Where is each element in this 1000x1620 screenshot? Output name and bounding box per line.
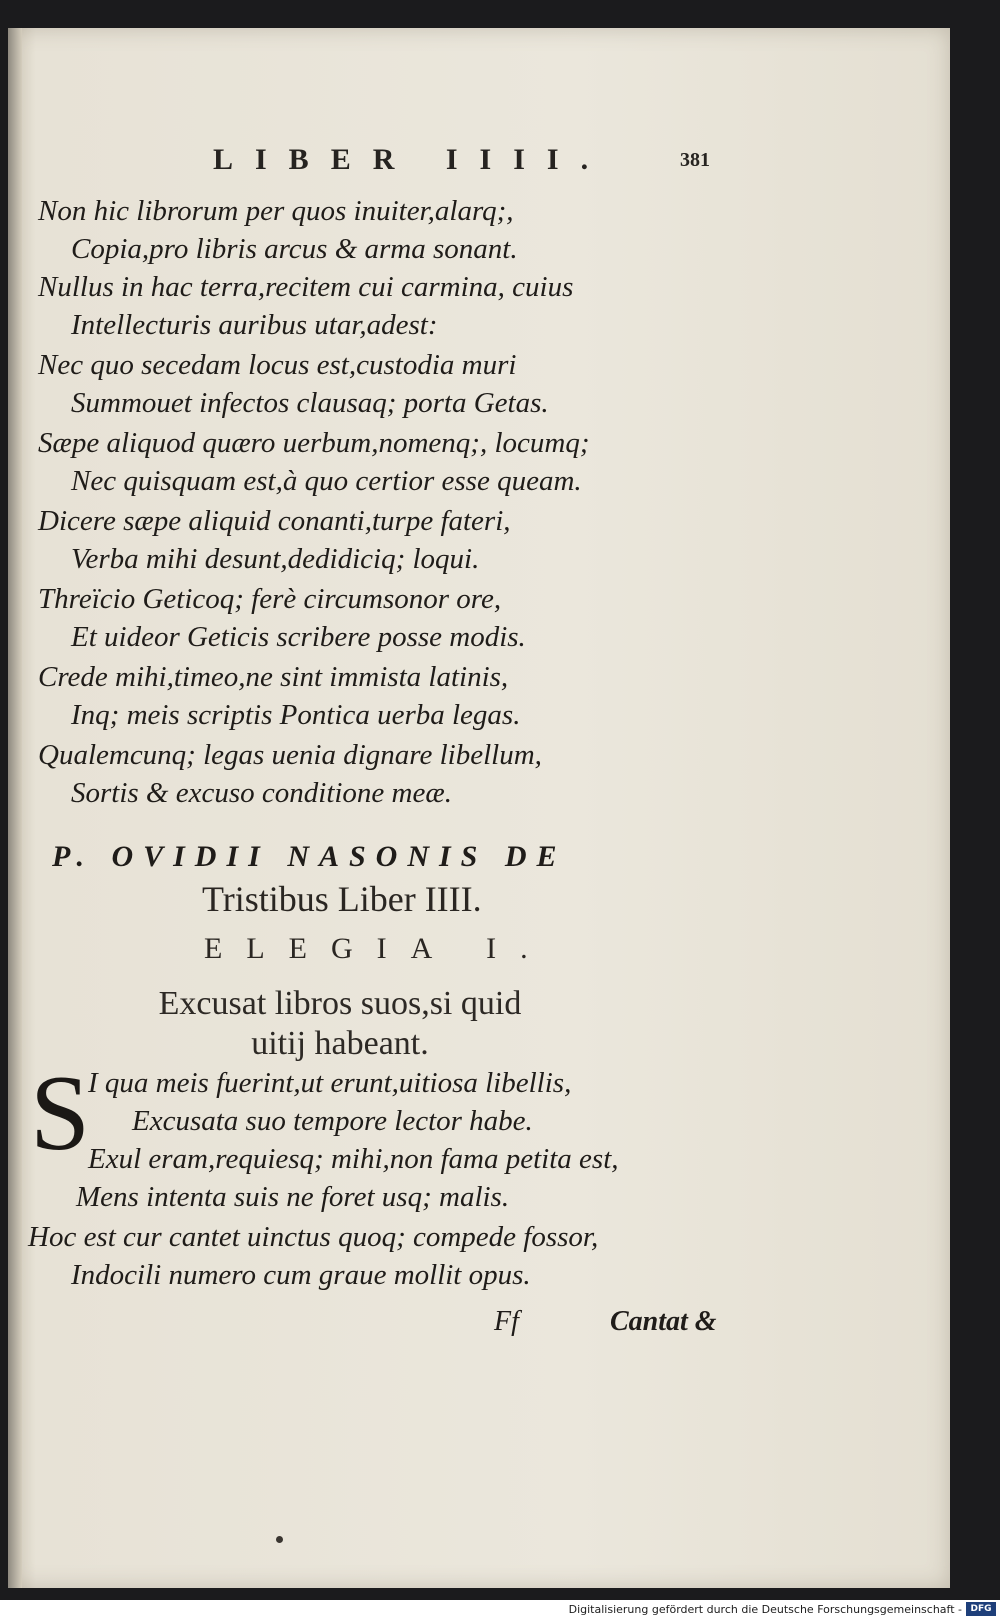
page-binding-edge (8, 28, 22, 1588)
folio-number: 381 (680, 149, 710, 171)
verse-line: I qua meis fuerint,ut erunt,uitiosa libellis, (88, 1067, 572, 1099)
verse-line: Crede mihi,timeo,ne sint immista latinis, (38, 661, 509, 693)
elegy-heading: ELEGIA I. (204, 932, 552, 965)
verse-line: Mens intenta suis ne foret usq; malis. (76, 1181, 510, 1213)
verse-line: Threïcio Geticoq; ferè circumsonor ore, (38, 583, 502, 615)
funding-credit: Digitalisierung gefördert durch die Deutsche Forschungsgemeinschaft - (568, 1603, 962, 1616)
argument-line: uitij habeant. (251, 1025, 429, 1062)
verse-line: Inq; meis scriptis Pontica uerba legas. (71, 699, 521, 731)
verse-line: Intellecturis auribus utar,adest: (71, 309, 438, 341)
verse-line: Exul eram,requiesq; mihi,non fama petita est, (88, 1143, 619, 1175)
drop-capital: S (30, 1054, 91, 1173)
argument-line: Excusat libros suos,si quid (158, 985, 522, 1022)
verse-line: Copia,pro libris arcus & arma sonant. (71, 233, 518, 265)
verse-line: Sortis & excuso conditione meæ. (71, 777, 452, 809)
elegy-argument (120, 984, 560, 1064)
dfg-logo: DFG (966, 1602, 996, 1616)
verse-line: Indocili numero cum graue mollit opus. (71, 1259, 531, 1291)
ink-spot (276, 1536, 283, 1543)
signature-mark: Ff (494, 1306, 519, 1337)
verse-line: Sæpe aliquod quæro uerbum,nomenq;, locumq; (38, 427, 590, 459)
running-head: LIBER IIII. (213, 143, 611, 176)
verse-line: Dicere sæpe aliquid conanti,turpe fateri, (38, 505, 511, 537)
page-header (8, 123, 950, 183)
verse-line: Non hic librorum per quos inuiter,alarq;, (38, 195, 514, 227)
verse-line: Qualemcunq; legas uenia dignare libellum, (38, 739, 542, 771)
verse-line: Et uideor Geticis scribere posse modis. (71, 621, 526, 653)
section-title: P. OVIDII NASONIS DE (52, 840, 567, 873)
verse-line: Nec quo secedam locus est,custodia muri (38, 349, 517, 381)
catchword: Cantat & (610, 1306, 717, 1337)
footer-bar (0, 1600, 1000, 1620)
section-subtitle: Tristibus Liber IIII. (202, 879, 482, 919)
verse-line: Nullus in hac terra,recitem cui carmina, cuius (38, 271, 574, 303)
verse-line: Nec quisquam est,à quo certior esse queam. (71, 465, 582, 497)
verse-line: Excusata suo tempore lector habe. (132, 1105, 533, 1137)
verse-line: Verba mihi desunt,dedidiciq; loqui. (71, 543, 480, 575)
verse-line: Hoc est cur cantet uinctus quoq; compede fossor, (28, 1221, 599, 1253)
book-page (8, 28, 950, 1588)
verse-line: Summouet infectos clausaq; porta Getas. (71, 387, 549, 419)
